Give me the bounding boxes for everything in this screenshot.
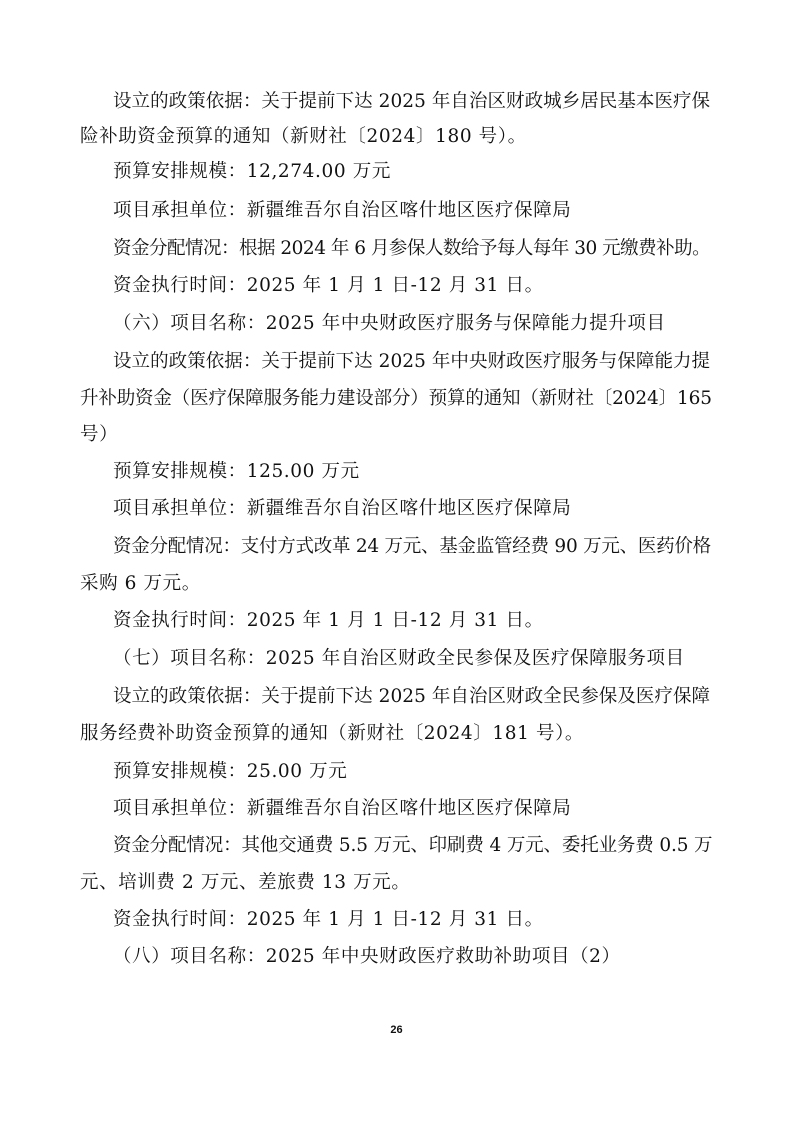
fund-allocation-line-2: 元、培训费 2 万元、差旅费 13 万元。 — [80, 872, 411, 893]
policy-basis-line-2: 服务经费补助资金预算的通知（新财社〔2024〕181 号）。 — [80, 723, 585, 744]
policy-basis-line-1: 设立的政策依据：关于提前下达 2025 年自治区财政全民参保及医疗保障 — [113, 686, 711, 707]
policy-basis-line-2: 升补助资金（医疗保障服务能力建设部分）预算的通知（新财社〔2024〕165 — [80, 388, 712, 409]
execution-time-line: 资金执行时间：2025 年 1 月 1 日-12 月 31 日。 — [113, 909, 544, 930]
project-6-heading: （六）项目名称：2025 年中央财政医疗服务与保障能力提升项目 — [113, 313, 666, 334]
fund-allocation-line: 资金分配情况：根据 2024 年 6 月参保人数给予每人每年 30 元缴费补助。 — [113, 238, 711, 259]
page-number: 26 — [390, 1024, 403, 1036]
policy-basis-line-1: 设立的政策依据：关于提前下达 2025 年中央财政医疗服务与保障能力提 — [113, 351, 711, 372]
responsible-unit-line: 项目承担单位：新疆维吾尔自治区喀什地区医疗保障局 — [113, 200, 572, 221]
responsible-unit-line: 项目承担单位：新疆维吾尔自治区喀什地区医疗保障局 — [113, 798, 572, 819]
fund-allocation-line-2: 采购 6 万元。 — [80, 573, 201, 594]
execution-time-line: 资金执行时间：2025 年 1 月 1 日-12 月 31 日。 — [113, 610, 544, 631]
policy-basis-line-2: 险补助资金预算的通知（新财社〔2024〕180 号）。 — [80, 126, 527, 147]
fund-allocation-line-1: 资金分配情况：其他交通费 5.5 万元、印刷费 4 万元、委托业务费 0.5 万 — [113, 835, 713, 856]
fund-allocation-line-1: 资金分配情况：支付方式改革 24 万元、基金监管经费 90 万元、医药价格 — [113, 536, 711, 557]
project-8-heading: （八）项目名称：2025 年中央财政医疗救助补助项目（2） — [113, 946, 621, 967]
responsible-unit-line: 项目承担单位：新疆维吾尔自治区喀什地区医疗保障局 — [113, 498, 572, 519]
budget-scale-line: 预算安排规模：25.00 万元 — [113, 761, 348, 782]
project-7-heading: （七）项目名称：2025 年自治区财政全民参保及医疗保障服务项目 — [113, 648, 685, 669]
budget-scale-line: 预算安排规模：12,274.00 万元 — [113, 161, 391, 182]
policy-basis-line-3: 号） — [80, 424, 119, 445]
execution-time-line: 资金执行时间：2025 年 1 月 1 日-12 月 31 日。 — [113, 275, 544, 296]
policy-basis-line-1: 设立的政策依据：关于提前下达 2025 年自治区财政城乡居民基本医疗保 — [113, 91, 711, 112]
budget-scale-line: 预算安排规模：125.00 万元 — [113, 461, 360, 482]
